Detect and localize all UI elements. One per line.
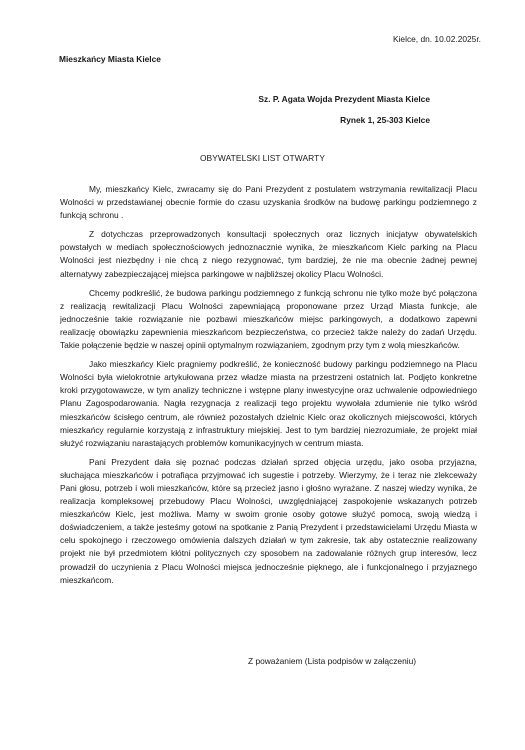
addressee-address: Rynek 1, 25-303 Kielce [340,115,430,125]
signature-line: Z poważaniem (Lista podpisów w załączeniu) [248,656,417,666]
paragraph: Pani Prezydent dała się poznać podczas działań sprzed objęcia urzędu, jako osoba przyjazna, słuchająca mieszkańców i potrafiąca przyjmować ich sugestie i potrzeby. Wierzymy, że i teraz nie zlekceważy Pani głosu, potrzeb i woli mieszkańców, które są przecież jasno i głośno wyrażane. Z naszej wiedzy wynika, że realizacja kompleksowej przebudowy Placu Wolności, uwzględniającej zaspokojenie wskazanych potrzeb mieszkańców Kielc, jest możliwa. Mamy w swoim gronie osoby gotowe służyć pomocą, swoją wiedzą i doświadczeniem, a także jesteśmy gotowi na spotkanie z Panią Prezydent i przedstawicielami Urzędu Miasta w celu spokojnego i rzeczowego omówienia dalszych działań w tym zakresie, tak aby ostatecznie realizowany projekt nie był przedmiotem kłótni politycznych czy sposobem na zadowalanie różnych grup interesów, lecz prowadził do uczynienia z Placu Wolności miejsca jednocześnie pięknego, ale i funkcjonalnego i przyjaznego mieszkańcom. [60,456,477,585]
paragraph: Z dotychczas przeprowadzonych konsultacji społecznych oraz licznych inicjatyw obywatelskich powstałych w mediach społecznościowych jednoznacznie wynika, że mieszkańcom Kielc parking na Placu Wolności jest niezbędny i nie chcą z niego rezygnować, tym bardziej, że nie ma obecnie żadnej pewnej alternatywy zabezpieczającej miejsca parkingowe w najbliższej okolicy Placu Wolności. [60,229,477,279]
paragraph: Jako mieszkańcy Kielc pragniemy podkreślić, że konieczność budowy parkingu podziemnego na Placu Wolności była wielokrotnie artykułowana przez władze miasta na przestrzeni ostatnich lat. Podjęto konkretne kroki przygotowawcze, w tym analizy techniczne i wstępne plany inwestycyjne oraz uchwalenie odpowiedniego Planu Zagospodarowania. Nagła rezygnacja z realizacji tego projektu wywołała zdumienie nie tylko wśród mieszkańców ścisłego centrum, ale również pozostałych dzielnic Kielc oraz okolicznych miejscowości, których mieszkańcy regularnie korzystają z infrastruktury miejskiej. Jest to tym bardziej niezrozumiałe, że projekt miał służyć rozwiązaniu narastających problemów komunikacyjnych w centrum miasta. [60,359,477,448]
paragraph: Chcemy podkreślić, że budowa parkingu podziemnego z funkcją schronu nie tylko może być połączona z realizacją rewitalizacji Placu Wolności zapewniającą proponowane przez Urząd Miasta funkcje, ale jednocześnie takie rozwiązanie nie pozbawi mieszkańców miejsc parkingowych, a dodatkowo zapewni realizację obowiązku zapewnienia mieszkańcom bezpieczeństwa, co przecież także należy do zadań Urzędu. Takie połączenie będzie w naszej opinii optymalnym rozwiązaniem, zgodnym przy tym z wolą mieszkańców. [60,287,477,351]
letter-body [60,183,477,593]
letter-title: OBYWATELSKI LIST OTWARTY [199,153,326,163]
letter-date: Kielce, dn. 10.02.2025r. [392,34,481,44]
addressee: Sz. P. Agata Wojda Prezydent Miasta Kielce [258,94,430,104]
recipient-group: Mieszkańcy Miasta Kielce [59,54,161,64]
paragraph: My, mieszkańcy Kielc, zwracamy się do Pani Prezydent z postulatem wstrzymania rewitalizacji Placu Wolności w przedstawianej obecnie formie do czasu uzyskania środków na budowę parkingu podziemnego z funkcją schronu . [60,184,477,221]
